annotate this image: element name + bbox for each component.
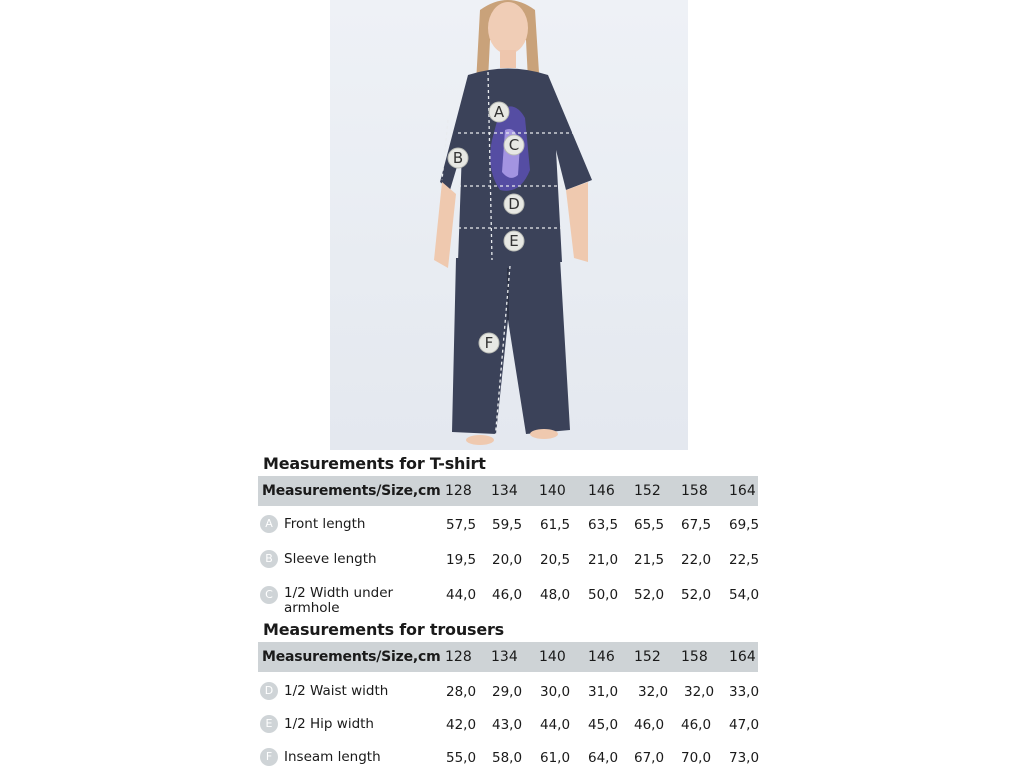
table-cell: 28,0 (446, 684, 477, 700)
tshirt-section-title: Measurements for T-shirt (263, 454, 486, 473)
row-label: Front length (284, 516, 366, 532)
trousers-section-title: Measurements for trousers (263, 620, 505, 639)
header-cell: Measurements/Size,cm (262, 483, 441, 499)
table-cell: 46,0 (634, 717, 665, 733)
table-cell: 52,0 (681, 587, 712, 603)
table-cell: 42,0 (446, 717, 477, 733)
table-cell: 47,0 (729, 717, 760, 733)
table-cell: 30,0 (540, 684, 571, 700)
table-cell: 70,0 (681, 750, 712, 766)
table-cell: 45,0 (588, 717, 619, 733)
model-illustration (330, 0, 688, 450)
row-marker: F (260, 748, 278, 766)
marker-c: C (508, 136, 520, 154)
header-cell: 128 (445, 483, 472, 499)
header-cell: 128 (445, 649, 472, 665)
header-cell: 146 (588, 649, 615, 665)
tshirt-header-row (258, 476, 758, 506)
header-cell: 164 (729, 483, 756, 499)
row-marker: A (260, 515, 278, 533)
row-label: 1/2 Waist width (284, 683, 389, 699)
trousers-header-row (258, 642, 758, 672)
table-cell: 54,0 (729, 587, 760, 603)
row-marker: E (260, 715, 278, 733)
table-cell: 59,5 (492, 517, 523, 533)
table-row (258, 549, 758, 583)
table-cell: 64,0 (588, 750, 619, 766)
table-row (258, 747, 758, 768)
marker-e: E (509, 232, 519, 250)
table-row (258, 584, 758, 618)
table-cell: 61,0 (540, 750, 571, 766)
table-cell: 29,0 (492, 684, 523, 700)
table-cell: 52,0 (634, 587, 665, 603)
header-cell: Measurements/Size,cm (262, 649, 441, 665)
header-cell: 164 (729, 649, 756, 665)
header-cell: 152 (634, 483, 661, 499)
table-cell: 22,0 (681, 552, 712, 568)
table-cell: 63,5 (588, 517, 619, 533)
table-row (258, 681, 758, 715)
marker-a: A (493, 103, 505, 121)
row-label: Inseam length (284, 749, 381, 765)
row-marker: B (260, 550, 278, 568)
table-cell: 67,5 (681, 517, 712, 533)
header-cell: 152 (634, 649, 661, 665)
table-cell: 22,5 (729, 552, 760, 568)
table-cell: 73,0 (729, 750, 760, 766)
table-cell: 20,5 (540, 552, 571, 568)
row-label: 1/2 Hip width (284, 716, 374, 732)
table-cell: 33,0 (729, 684, 760, 700)
table-row (258, 514, 758, 548)
header-cell: 140 (539, 649, 566, 665)
row-label: Sleeve length (284, 551, 377, 567)
row-marker: C (260, 586, 278, 604)
table-cell: 21,5 (634, 552, 665, 568)
table-cell: 43,0 (492, 717, 523, 733)
row-label: 1/2 Width under armhole (284, 585, 394, 616)
table-cell: 61,5 (540, 517, 571, 533)
table-cell: 46,0 (492, 587, 523, 603)
table-cell: 55,0 (446, 750, 477, 766)
header-cell: 146 (588, 483, 615, 499)
table-cell: 31,0 (588, 684, 619, 700)
table-cell: 57,5 (446, 517, 477, 533)
table-cell: 46,0 (681, 717, 712, 733)
table-cell: 69,5 (729, 517, 760, 533)
table-cell: 21,0 (588, 552, 619, 568)
row-marker: D (260, 682, 278, 700)
product-photo (330, 0, 688, 450)
header-cell: 134 (491, 483, 518, 499)
table-cell: 44,0 (446, 587, 477, 603)
table-cell: 50,0 (588, 587, 619, 603)
header-cell: 140 (539, 483, 566, 499)
header-cell: 158 (681, 483, 708, 499)
marker-b: B (452, 149, 464, 167)
table-row (258, 714, 758, 748)
table-cell: 19,5 (446, 552, 477, 568)
table-cell: 44,0 (540, 717, 571, 733)
table-cell: 32,0 (684, 684, 715, 700)
table-cell: 48,0 (540, 587, 571, 603)
table-cell: 67,0 (634, 750, 665, 766)
table-cell: 65,5 (634, 517, 665, 533)
header-cell: 158 (681, 649, 708, 665)
marker-d: D (508, 195, 520, 213)
table-cell: 32,0 (638, 684, 669, 700)
marker-f: F (484, 334, 494, 352)
header-cell: 134 (491, 649, 518, 665)
table-cell: 20,0 (492, 552, 523, 568)
table-cell: 58,0 (492, 750, 523, 766)
